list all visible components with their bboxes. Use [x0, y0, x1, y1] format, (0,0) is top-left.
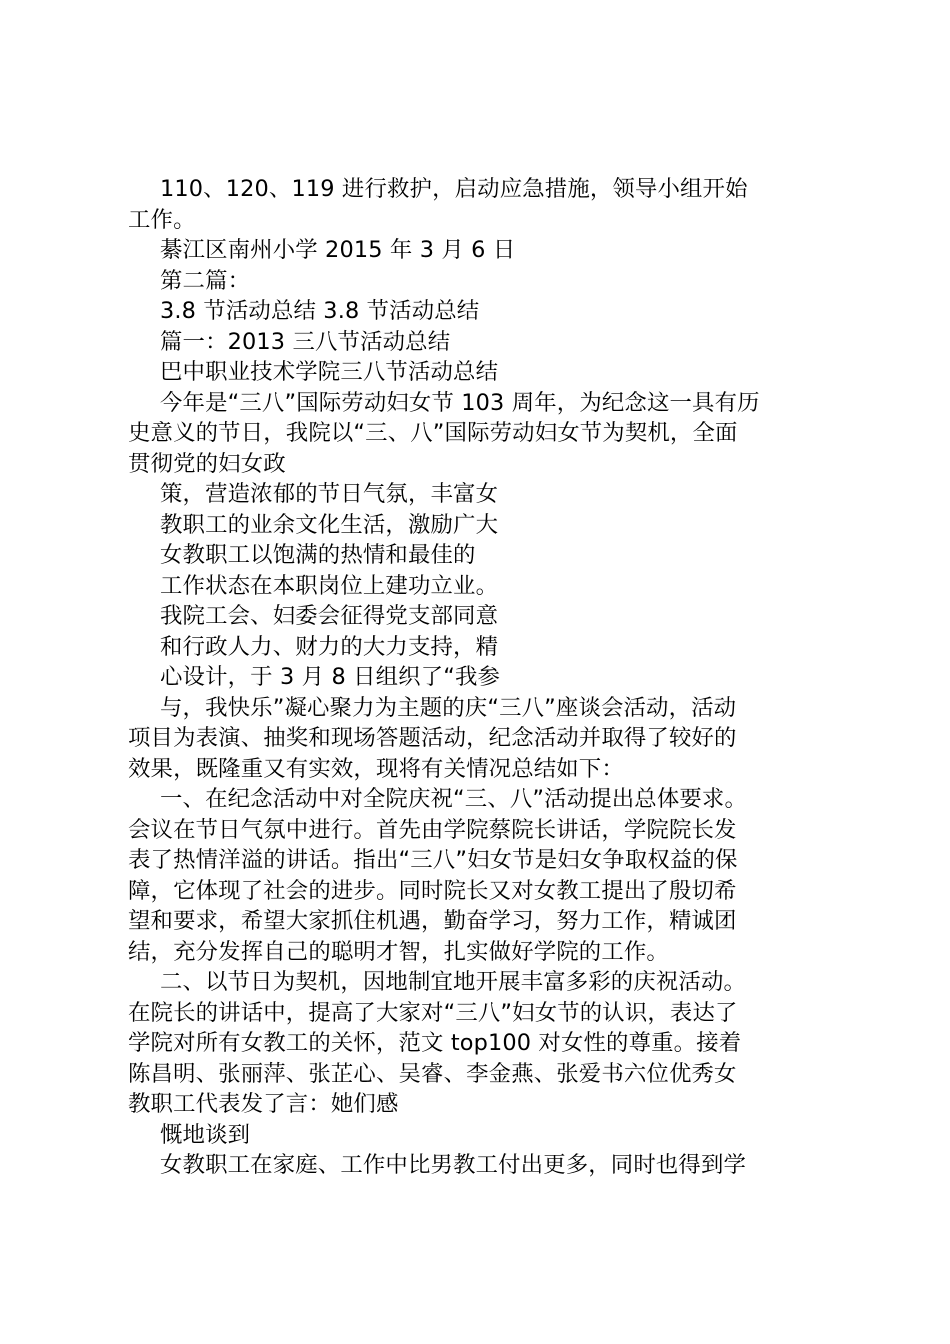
text-line: 工作。 — [128, 207, 196, 233]
text-line: 与，我快乐”凝心聚力为主题的庆“三八”座谈会活动，活动 — [160, 695, 737, 721]
section-heading: 第二篇： — [160, 268, 251, 294]
text-line: 项目为表演、抽奖和现场答题活动，纪念活动并取得了较好的 — [128, 725, 737, 751]
text-line: 学院对所有女教工的关怀，范文 top100 对女性的尊重。接着 — [128, 1030, 742, 1056]
text-line: 和行政人力、财力的大力支持，精 — [160, 634, 499, 660]
text-line: 女教职工以饱满的热情和最佳的 — [160, 542, 476, 568]
text-line: 心设计，于 3 月 8 日组织了“我参 — [160, 664, 501, 690]
text-line: 110、120、119 进行救护，启动应急措施，领导小组开始 — [160, 176, 748, 202]
text-line: 效果，既隆重又有实效，现将有关情况总结如下： — [128, 756, 624, 782]
text-line: 慨地谈到 — [160, 1122, 251, 1148]
text-line: 在院长的讲话中，提高了大家对“三八”妇女节的认识，表达了 — [128, 1000, 738, 1026]
text-line: 障，它体现了社会的进步。同时院长又对女教工提出了殷切希 — [128, 878, 737, 904]
text-line: 一、在纪念活动中对全院庆祝“三、八”活动提出总体要求。 — [160, 786, 748, 812]
text-line: 策，营造浓郁的节日气氛，丰富女 — [160, 481, 499, 507]
text-line: 女教职工在家庭、工作中比男教工付出更多，同时也得到学 — [160, 1152, 747, 1178]
text-line: 贯彻党的妇女政 — [128, 451, 286, 477]
text-line: 我院工会、妇委会征得党支部同意 — [160, 603, 499, 629]
text-line: 教职工的业余文化生活，激励广大 — [160, 512, 499, 538]
text-line: 工作状态在本职岗位上建功立业。 — [160, 573, 499, 599]
text-line: 会议在节日气氛中进行。首先由学院蔡院长讲话，学院院长发 — [128, 817, 737, 843]
section-heading: 3.8 节活动总结 3.8 节活动总结 — [160, 298, 480, 324]
document-title: 巴中职业技术学院三八节活动总结 — [160, 359, 499, 385]
text-line: 望和要求，希望大家抓住机遇，勤奋学习，努力工作，精诚团 — [128, 908, 737, 934]
text-line: 表了热情洋溢的讲话。指出“三八”妇女节是妇女争取权益的保 — [128, 847, 738, 873]
section-heading: 篇一：2013 三八节活动总结 — [160, 329, 451, 355]
text-line: 史意义的节日，我院以“三、八”国际劳动妇女节为契机，全面 — [128, 420, 738, 446]
text-line: 綦江区南州小学 2015 年 3 月 6 日 — [160, 237, 516, 263]
text-line: 结，充分发挥自己的聪明才智，扎实做好学院的工作。 — [128, 939, 669, 965]
text-line: 二、以节日为契机，因地制宜地开展丰富多彩的庆祝活动。 — [160, 969, 747, 995]
text-line: 陈昌明、张丽萍、张芷心、吴睿、李金燕、张爱书六位优秀女 — [128, 1061, 737, 1087]
text-line: 今年是“三八”国际劳动妇女节 103 周年，为纪念这一具有历 — [160, 390, 760, 416]
text-line: 教职工代表发了言：她们感 — [128, 1091, 399, 1117]
